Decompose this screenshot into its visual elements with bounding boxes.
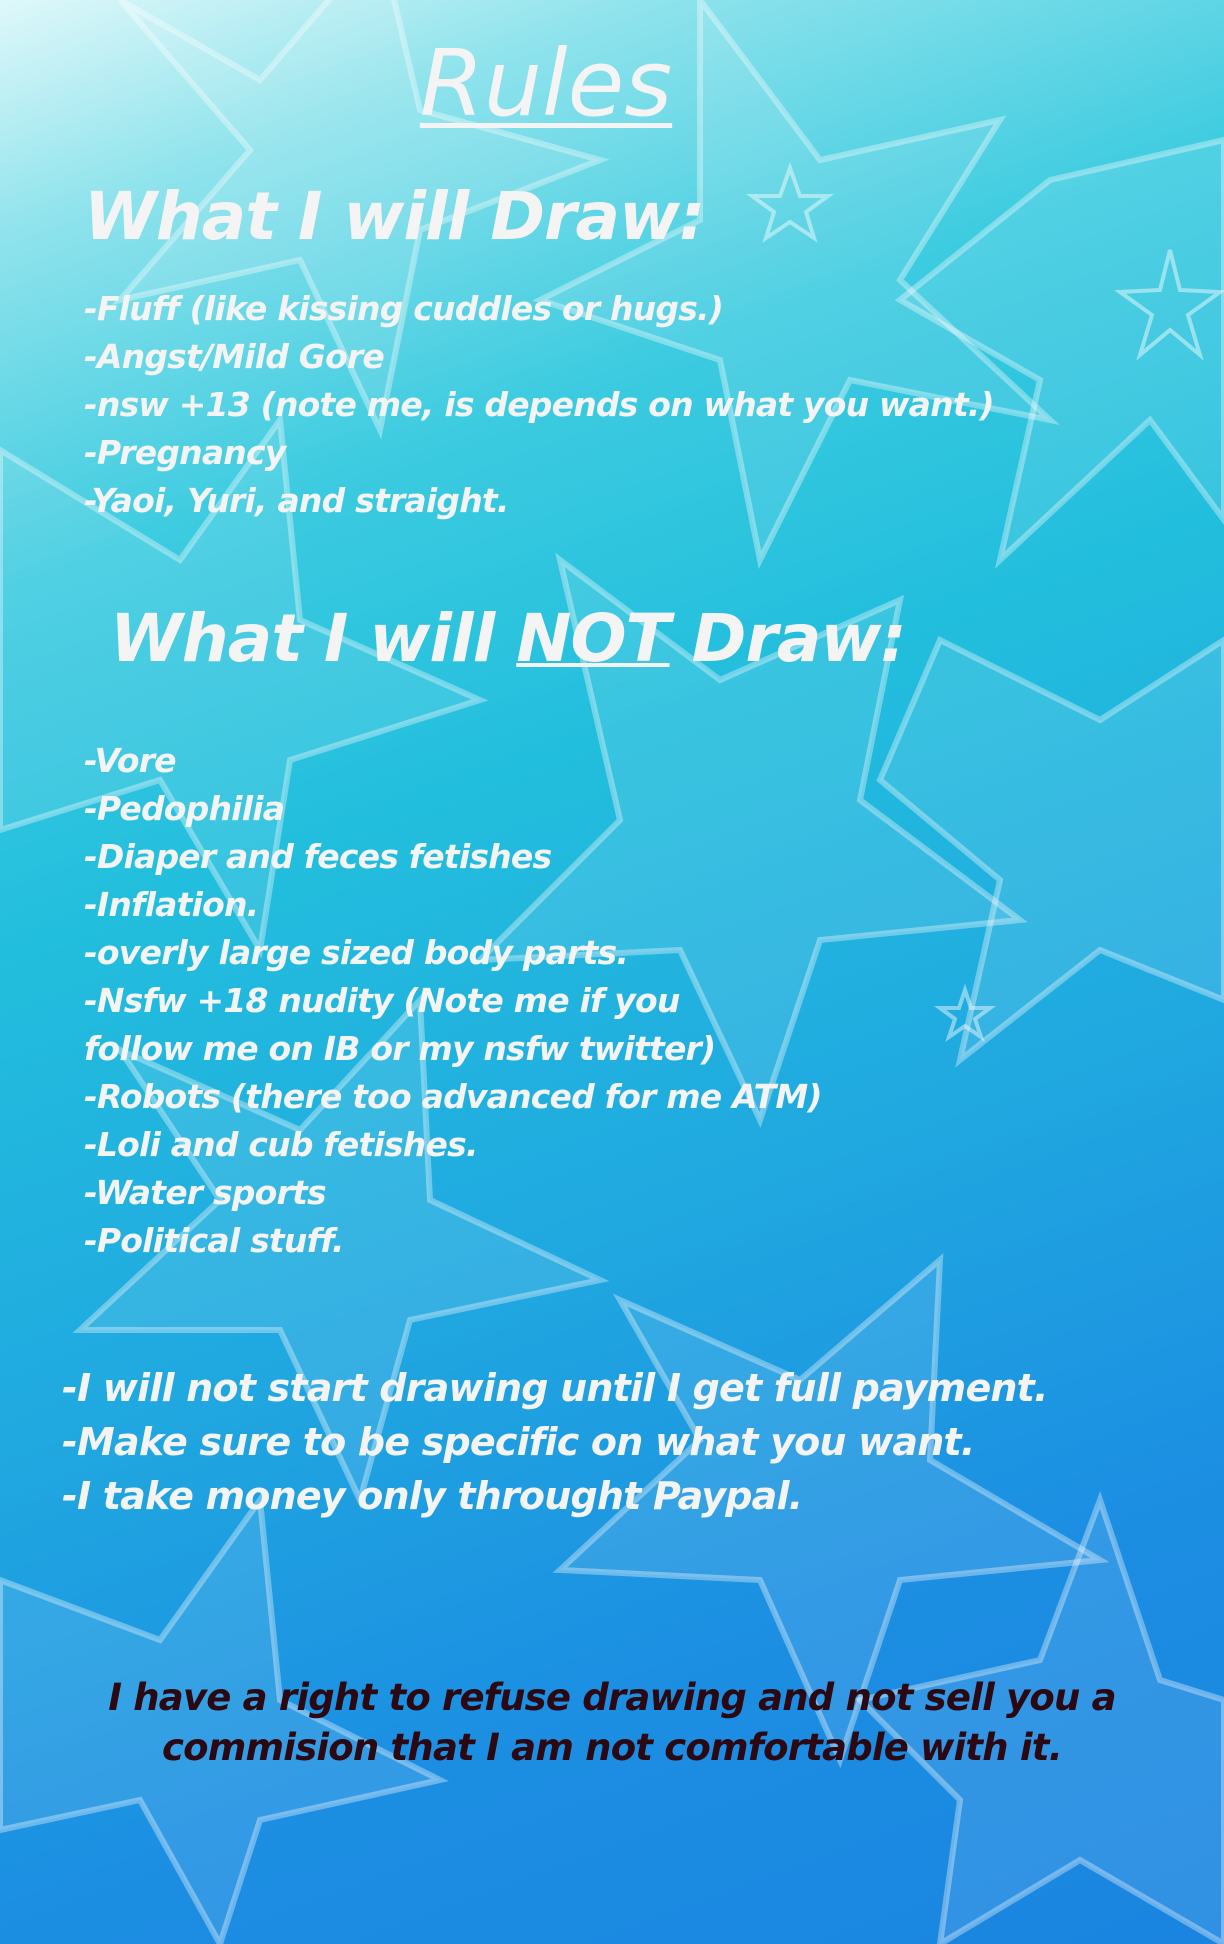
note-line: commision that I am not comfortable with it. — [162, 1726, 1062, 1769]
term-item: -I will not start drawing until I get full payment. — [62, 1366, 1048, 1410]
list-item: -Political stuff. — [84, 1221, 344, 1260]
list-item: -Inflation. — [84, 885, 259, 924]
list-item: -Robots (there too advanced for me ATM) — [84, 1077, 822, 1116]
heading-emphasis: NOT — [516, 600, 670, 677]
payment-terms-list — [62, 1361, 1048, 1523]
list-item: -Water sports — [84, 1173, 326, 1212]
heading-prefix: What I will — [110, 600, 517, 677]
list-item: -Fluff (like kissing cuddles or hugs.) — [84, 289, 724, 328]
list-item: -Nsfw +18 nudity (Note me if you — [84, 981, 680, 1020]
refusal-note — [0, 1673, 1224, 1773]
list-item: -Pedophilia — [84, 789, 285, 828]
will-draw-list — [84, 285, 994, 525]
list-item: -Yaoi, Yuri, and straight. — [84, 481, 509, 520]
list-item: -Diaper and feces fetishes — [84, 837, 552, 876]
list-item: follow me on IB or my nsfw twitter) — [84, 1029, 716, 1068]
page-title: Rules — [419, 30, 673, 137]
will-draw-heading: What I will Draw: — [84, 178, 705, 255]
list-item: -overly large sized body parts. — [84, 933, 629, 972]
list-item: -Loli and cub fetishes. — [84, 1125, 478, 1164]
list-item: -Angst/Mild Gore — [84, 337, 385, 376]
list-item: -nsw +13 (note me, is depends on what you want.) — [84, 385, 994, 424]
heading-suffix: Draw: — [669, 600, 906, 677]
will-not-draw-heading — [110, 600, 906, 677]
note-line: I have a right to refuse drawing and not sell you a — [108, 1676, 1116, 1719]
will-not-draw-list — [84, 737, 822, 1265]
term-item: -I take money only throught Paypal. — [62, 1474, 803, 1518]
list-item: -Vore — [84, 741, 176, 780]
list-item: -Pregnancy — [84, 433, 286, 472]
term-item: -Make sure to be specific on what you want. — [62, 1420, 975, 1464]
